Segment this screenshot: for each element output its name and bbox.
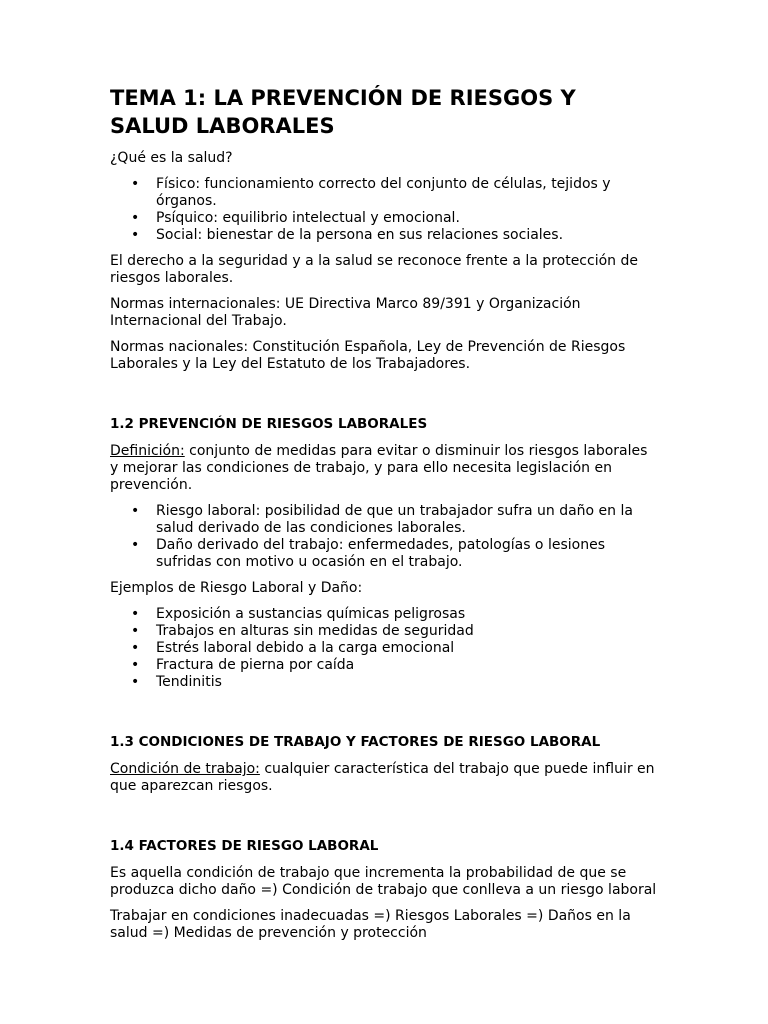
list-item: • Social: bienestar de la persona en sus relaciones sociales. <box>110 227 658 244</box>
section-heading-1-3: 1.3 CONDICIONES DE TRABAJO Y FACTORES DE RIESGO LABORAL <box>110 734 601 750</box>
paragraph-international-norms: Normas internacionales: UE Directiva Marco 89/391 y Organización Internacional del Trabajo. <box>110 296 581 329</box>
list-item: • Físico: funcionamiento correcto del conjunto de células, tejidos y órganos. <box>110 176 658 210</box>
list-item: • Daño derivado del trabajo: enfermedades, patologías o lesiones sufridas con motivo u ocasión en el trabajo. <box>110 537 658 571</box>
list-item: • Psíquico: equilibrio intelectual y emocional. <box>110 210 658 227</box>
list-item: • Tendinitis <box>110 674 658 691</box>
list-item: • Estrés laboral debido a la carga emocional <box>110 640 658 657</box>
risk-list <box>110 503 658 571</box>
examples-list <box>110 606 658 691</box>
section-spacer <box>110 804 658 838</box>
health-question: ¿Qué es la salud? <box>110 150 233 166</box>
list-item: • Trabajos en alturas sin medidas de seguridad <box>110 623 658 640</box>
section-heading-1-4: 1.4 FACTORES DE RIESGO LABORAL <box>110 838 379 854</box>
section-spacer <box>110 700 658 734</box>
condition-label: Condición de trabajo: <box>110 761 260 777</box>
definition-text: conjunto de medidas para evitar o disminuir los riesgos laborales y mejorar las condiciones de trabajo, y para ello necesita legislación en prevención. <box>110 443 648 493</box>
paragraph-national-norms: Normas nacionales: Constitución Española, Ley de Prevención de Riesgos Laborales y la Ley del Estatuto de los Trabajadores. <box>110 339 626 372</box>
condition-paragraph <box>110 761 658 795</box>
chain-paragraph: Trabajar en condiciones inadecuadas =) Riesgos Laborales =) Daños en la salud =) Medidas de prevención y protección <box>110 908 631 941</box>
examples-intro: Ejemplos de Riesgo Laboral y Daño: <box>110 580 363 596</box>
paragraph-right: El derecho a la seguridad y a la salud se reconoce frente a la protección de riesgos laborales. <box>110 253 638 286</box>
condition-text: cualquier característica del trabajo que puede influir en que aparezcan riesgos. <box>110 761 655 794</box>
definition-label: Definición: <box>110 443 185 459</box>
document-body <box>110 84 658 951</box>
section-heading-1-2: 1.2 PREVENCIÓN DE RIESGOS LABORALES <box>110 416 428 432</box>
factors-paragraph: Es aquella condición de trabajo que incrementa la probabilidad de que se produzca dicho daño =) Condición de trabajo que conlleva a un riesgo laboral <box>110 865 657 898</box>
list-item: • Riesgo laboral: posibilidad de que un trabajador sufra un daño en la salud derivado de las condiciones laborales. <box>110 503 658 537</box>
list-item: • Exposición a sustancias químicas peligrosas <box>110 606 658 623</box>
definition-paragraph <box>110 443 658 494</box>
section-spacer <box>110 382 658 416</box>
list-item: • Fractura de pierna por caída <box>110 657 658 674</box>
page-title: TEMA 1: LA PREVENCIÓN DE RIESGOS Y SALUD LABORALES <box>110 86 576 138</box>
health-list <box>110 176 658 244</box>
